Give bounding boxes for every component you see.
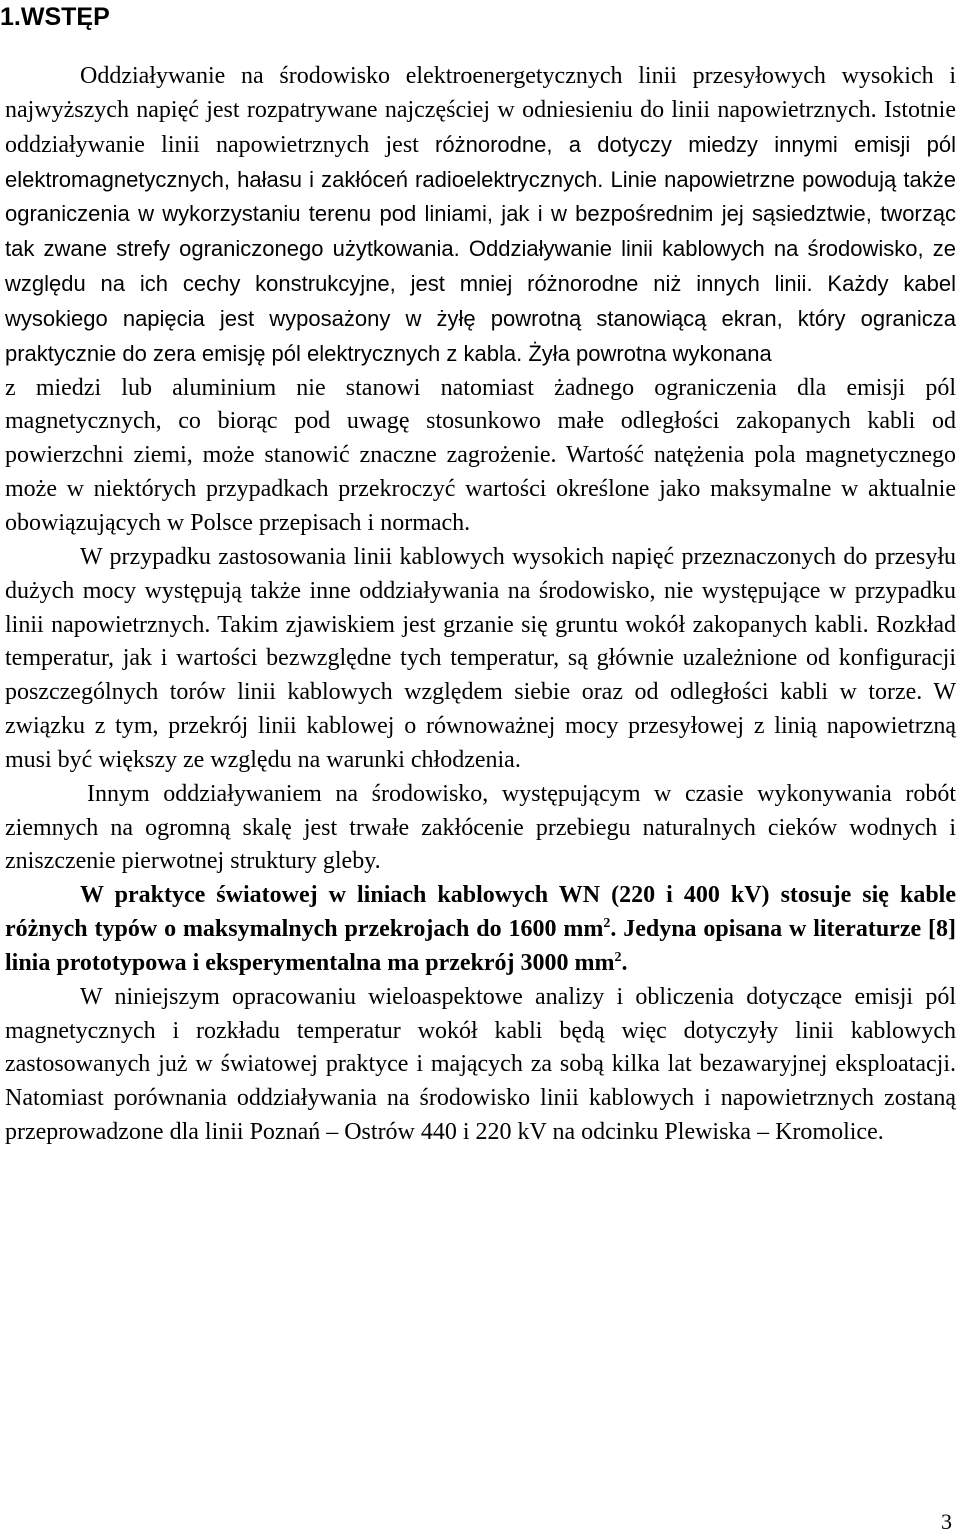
paragraph-soil-heating: W przypadku zastosowania linii kablowych wysokich napięć przeznaczonych do przesyłu dużych mocy występują także inne oddziaływania na środowisko, nie występujące w przypadku linii napowietrznych. Takim zjawiskiem jest grzanie się gruntu wokół zakopanych kabli. Rozkład temperatur, jak i wartości bezwzględne tych temperatur, są głównie uzależnione od konfiguracji poszczególnych torów linii kablowych względem siebie oraz od odległości kabli w torze. W związku z tym, przekrój linii kablowej o równoważnej mocy przesyłowej z linią napowietrzną musi być większy ze względu na warunki chłodzenia. (5, 543, 956, 773)
section-heading: 1.WSTĘP (0, 3, 110, 31)
paragraph-scope: W niniejszym opracowaniu wieloaspektowe analizy i obliczenia dotyczące emisji pól magnetycznych i rozkładu temperatur wokół kabli będą więc dotyczyły linii kablowych zastosowanych już w światowej praktyce i mających za sobą kilka lat bezawaryjnej eksploatacji. Natomiast porównania oddziaływania na środowisko linii kablowych i napowietrznych zostaną przeprowadzone dla linii Poznań – Ostrów 440 i 220 kV na odcinku Plewiska – Kromolice. (5, 983, 956, 1146)
paragraph-magnetic-fields: z miedzi lub aluminium nie stanowi natomiast żadnego ograniczenia dla emisji pól magnetycznych, co biorąc pod uwagę stosunkowo małe odległości zakopanych kabli od powierzchni ziemi, może stanowić znaczne zagrożenie. Wartość natężenia pola magnetycznego może w niektórych przypadkach przekroczyć wartości określone jako maksymalne w aktualnie obowiązujących w Polsce przepisach i normach. (5, 374, 956, 536)
paragraph-intro (5, 60, 956, 372)
superscript-squared-1: 2 (603, 916, 611, 932)
paragraph-world-practice (5, 879, 956, 981)
body-text (5, 60, 956, 1150)
superscript-squared-2: 2 (614, 949, 622, 965)
page-number: 3 (941, 1509, 952, 1534)
paragraph-intro-sans: różnorodne, a dotyczy miedzy innymi emisji pól elektromagnetycznych, hałasu i zakłóceń radioelektrycznych. Linie napowietrzne powodują także ograniczenia w wykorzystaniu terenu pod liniami, jak i w bezpośrednim jej sąsiedztwie, tworząc tak zwane strefy ograniczonego użytkowania. Oddziaływanie linii kablowych na środowisko, ze względu na ich cechy konstrukcyjne, jest mniej różnorodne niż innych linii. Każdy kabel wysokiego napięcia jest wyposażony w żyłę powrotną stanowiącą ekran, który ogranicza praktycznie do zera emisję pól elektrycznych z kabla. Żyła powrotna wykonana (5, 131, 956, 366)
world-practice-text-2: . Jedyna opisana w literaturze [8] linia prototypowa i eksperymentalna ma przekrój 3000 mm (5, 916, 956, 976)
world-practice-text-1: W praktyce światowej w liniach kablowych WN (220 i 400 kV) stosuje się kable różnych typów o maksymalnych przekrojach do 1600 mm (5, 882, 956, 943)
paragraph-earthworks: Innym oddziaływaniem na środowisko, występującym w czasie wykonywania robót ziemnych na ogromną skalę jest trwałe zakłócenie przebiegu naturalnych cieków wodnych i zniszczenie pierwotnej struktury gleby. (5, 780, 956, 875)
paragraph-intro-serif: Oddziaływanie na środowisko elektroenergetycznych linii przesyłowych wysokich i najwyższych napięć jest rozpatrywane najczęściej w odniesieniu do linii napowietrznych. Istotnie oddziaływanie linii napowietrznych jest (5, 63, 956, 158)
world-practice-text-3: . (621, 949, 628, 976)
